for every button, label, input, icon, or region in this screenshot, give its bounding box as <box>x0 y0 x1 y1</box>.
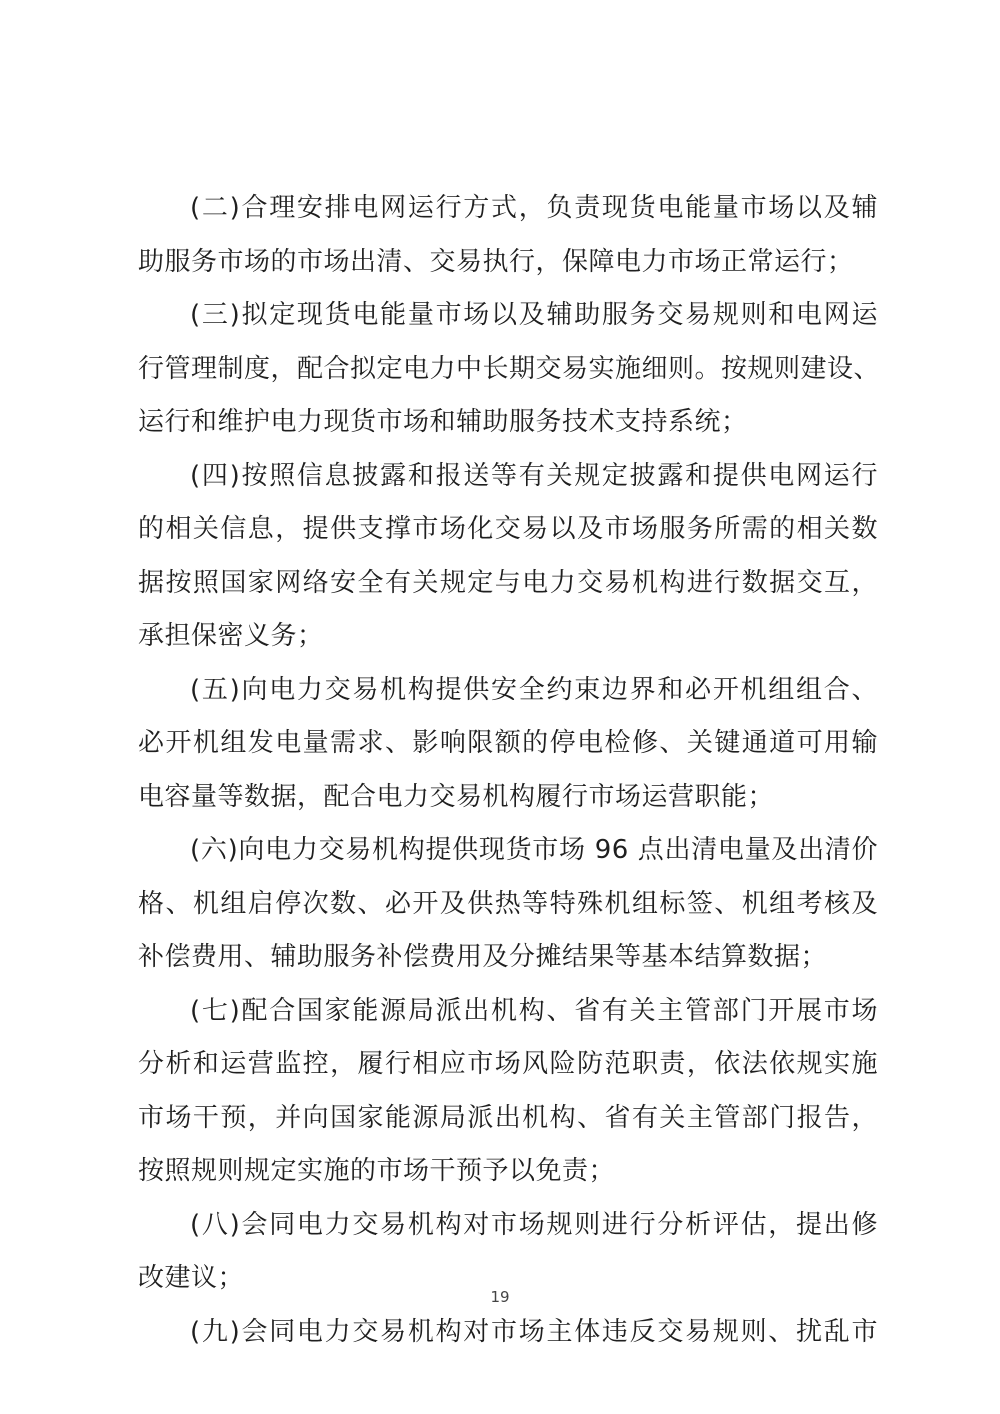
paragraph-4-line-1: (四)按照信息披露和报送等有关规定披露和提供电网运行 <box>190 460 878 491</box>
paragraph-4-line-2: 的相关信息，提供支撑市场化交易以及市场服务所需的相关数 <box>138 514 878 544</box>
paragraph-5-line-3: 电容量等数据，配合电力交易机构履行市场运营职能； <box>138 781 775 812</box>
paragraph-2-line-2: 助服务市场的市场出清、交易执行，保障电力市场正常运行； <box>138 246 854 277</box>
paragraph-6-line-1: (六)向电力交易机构提供现货市场 96 点出清电量及出清价 <box>190 835 878 865</box>
body-text <box>138 182 881 1359</box>
paragraph-6-line-3: 补偿费用、辅助服务补偿费用及分摊结果等基本结算数据； <box>138 942 828 972</box>
paragraph-8-line-2: 改建议； <box>138 1263 245 1293</box>
paragraph-4-line-4: 承担保密义务； <box>138 621 324 651</box>
paragraph-3-line-1: (三)拟定现货电能量市场以及辅助服务交易规则和电网运 <box>190 300 878 330</box>
paragraph-5-line-2: 必开机组发电量需求、影响限额的停电检修、关键通道可用输 <box>138 728 878 758</box>
paragraph-4-line-3: 据按照国家网络安全有关规定与电力交易机构进行数据交互， <box>138 567 878 598</box>
paragraph-6-line-2: 格、机组启停次数、必开及供热等特殊机组标签、机组考核及 <box>138 888 878 919</box>
paragraph-3-line-3: 运行和维护电力现货市场和辅助服务技术支持系统； <box>138 407 748 437</box>
paragraph-7-line-1: (七)配合国家能源局派出机构、省有关主管部门开展市场 <box>190 995 878 1026</box>
paragraph-2-line-1: (二)合理安排电网运行方式，负责现货电能量市场以及辅 <box>190 193 878 223</box>
paragraph-9-line-1: (九)会同电力交易机构对市场主体违反交易规则、扰乱市 <box>190 1316 878 1347</box>
paragraph-7-line-3: 市场干预，并向国家能源局派出机构、省有关主管部门报告， <box>138 1102 878 1133</box>
paragraph-3-line-2: 行管理制度，配合拟定电力中长期交易实施细则。按规则建设、 <box>138 353 881 384</box>
paragraph-7-line-2: 分析和运营监控，履行相应市场风险防范职责，依法依规实施 <box>138 1049 878 1079</box>
paragraph-5-line-1: (五)向电力交易机构提供安全约束边界和必开机组组合、 <box>190 674 878 705</box>
page-number: 19 <box>490 1288 510 1306</box>
paragraph-8-line-1: (八)会同电力交易机构对市场规则进行分析评估，提出修 <box>190 1209 878 1240</box>
paragraph-7-line-4: 按照规则规定实施的市场干预予以免责； <box>138 1156 616 1186</box>
